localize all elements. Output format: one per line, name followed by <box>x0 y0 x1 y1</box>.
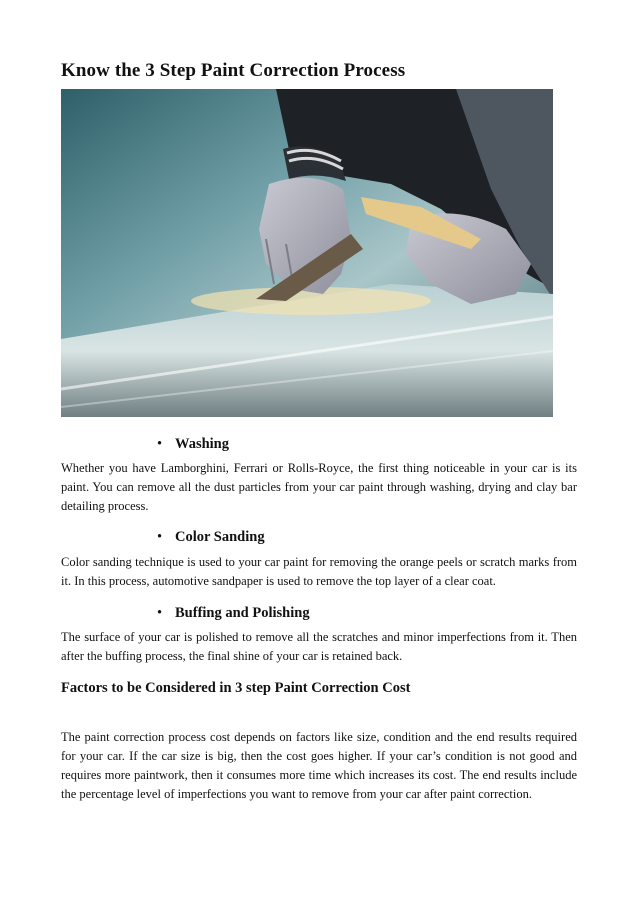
section-paragraph-buffing-and-polishing: The surface of your car is polished to remove all the scratches and minor imperfections from it. Then after the buffing process, the final shine of your car is retained back. <box>61 630 577 663</box>
section-heading-label: Buffing and Polishing <box>175 605 310 621</box>
section-heading-label: Washing <box>175 436 229 452</box>
bullet-marker: • <box>157 605 163 621</box>
cost-factors-paragraph: The paint correction process cost depends on factors like size, condition and the end results required for your car. If the car size is big, then the cost goes higher. If your car’s condition is not good and requires more paintwork, then it consumes more time which increases its cost. The end results include the percentage level of imperfections you want to remove from your car after paint correction. <box>61 730 577 801</box>
bullet-marker: • <box>157 529 163 545</box>
section-heading-washing <box>157 436 229 453</box>
section-heading-label: Color Sanding <box>175 529 265 545</box>
page-title: Know the 3 Step Paint Correction Process <box>61 60 406 81</box>
section-heading-buffing-and-polishing <box>157 605 310 622</box>
cost-factors-heading: Factors to be Considered in 3 step Paint Correction Cost <box>61 680 411 696</box>
section-heading-color-sanding <box>157 529 265 546</box>
bullet-marker: • <box>157 436 163 452</box>
section-paragraph-color-sanding: Color sanding technique is used to your car paint for removing the orange peels or scratch marks from it. In this process, automotive sandpaper is used to remove the top layer of a clear coat. <box>61 555 577 588</box>
section-paragraph-washing: Whether you have Lamborghini, Ferrari or Rolls-Royce, the first thing noticeable in your car is its paint. You can remove all the dust particles from your car paint through washing, drying and clay bar detailing process. <box>61 461 577 513</box>
hands-applying-filler-photo <box>61 89 553 417</box>
